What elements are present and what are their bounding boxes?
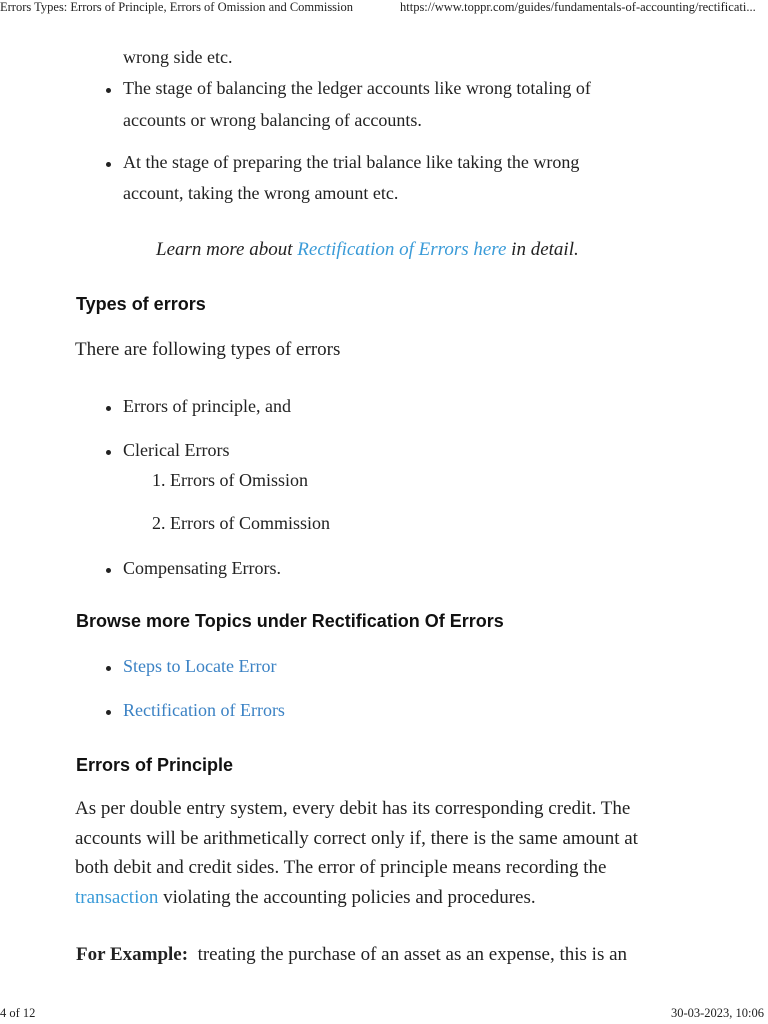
steps-to-locate-error-link[interactable]: Steps to Locate Error	[123, 656, 277, 676]
learn-more-suffix: in detail.	[506, 239, 579, 260]
learn-more-prefix: Learn more about	[156, 239, 298, 260]
browse-topics-heading: Browse more Topics under Rectification Of Errors	[76, 611, 504, 631]
print-footer-page-number: 4 of 12	[0, 1006, 36, 1020]
stage-item-2-line-1: The stage of balancing the ledger accounts like wrong totaling of	[123, 78, 591, 98]
principle-para-line-3: both debit and credit sides. The error of principle means recording the	[75, 857, 607, 878]
stage-item-3-line-2: account, taking the wrong amount etc.	[123, 183, 399, 203]
bullet-icon	[106, 710, 111, 715]
stage-item-3-line-1: At the stage of preparing the trial balance like taking the wrong	[123, 152, 580, 172]
types-subitem-commission: 2. Errors of Commission	[152, 513, 330, 533]
bullet-icon	[106, 666, 111, 671]
errors-of-principle-heading: Errors of Principle	[76, 755, 234, 775]
principle-para-line-1: As per double entry system, every debit has its corresponding credit. The	[75, 798, 631, 819]
types-intro-text: There are following types of errors	[75, 339, 341, 360]
example-label: For Example:	[76, 944, 189, 965]
stage-item-2-line-2: accounts or wrong balancing of accounts.	[123, 110, 422, 130]
bullet-icon	[106, 162, 111, 167]
principle-para-line-4	[75, 887, 536, 909]
stage-continued-text: wrong side etc.	[123, 47, 233, 67]
print-footer-datetime: 30-03-2023, 10:06	[670, 1006, 764, 1020]
print-header-title: Errors Types: Errors of Principle, Errors of Omission and Commission	[0, 0, 354, 14]
types-item-compensating: Compensating Errors.	[123, 558, 281, 578]
example-line	[76, 944, 627, 966]
print-header-url: https://www.toppr.com/guides/fundamentals-of-accounting/rectificati...	[400, 0, 756, 14]
types-subitem-omission: 1. Errors of Omission	[152, 470, 308, 490]
principle-para-line-4-rest: violating the accounting policies and procedures.	[158, 887, 536, 908]
example-text: treating the purchase of an asset as an expense, this is an	[188, 944, 628, 965]
bullet-icon	[106, 88, 111, 93]
types-item-clerical: Clerical Errors	[123, 440, 230, 460]
bullet-icon	[106, 450, 111, 455]
learn-more-callout	[156, 239, 579, 261]
types-item-principle: Errors of principle, and	[123, 396, 291, 416]
bullet-icon	[106, 406, 111, 411]
rectification-of-errors-link[interactable]: Rectification of Errors here	[297, 239, 507, 260]
types-of-errors-heading: Types of errors	[76, 294, 206, 314]
rectification-of-errors-topic-link[interactable]: Rectification of Errors	[123, 700, 285, 720]
bullet-icon	[106, 568, 111, 573]
principle-para-line-2: accounts will be arithmetically correct only if, there is the same amount at	[75, 828, 638, 849]
transaction-link[interactable]: transaction	[75, 887, 159, 908]
